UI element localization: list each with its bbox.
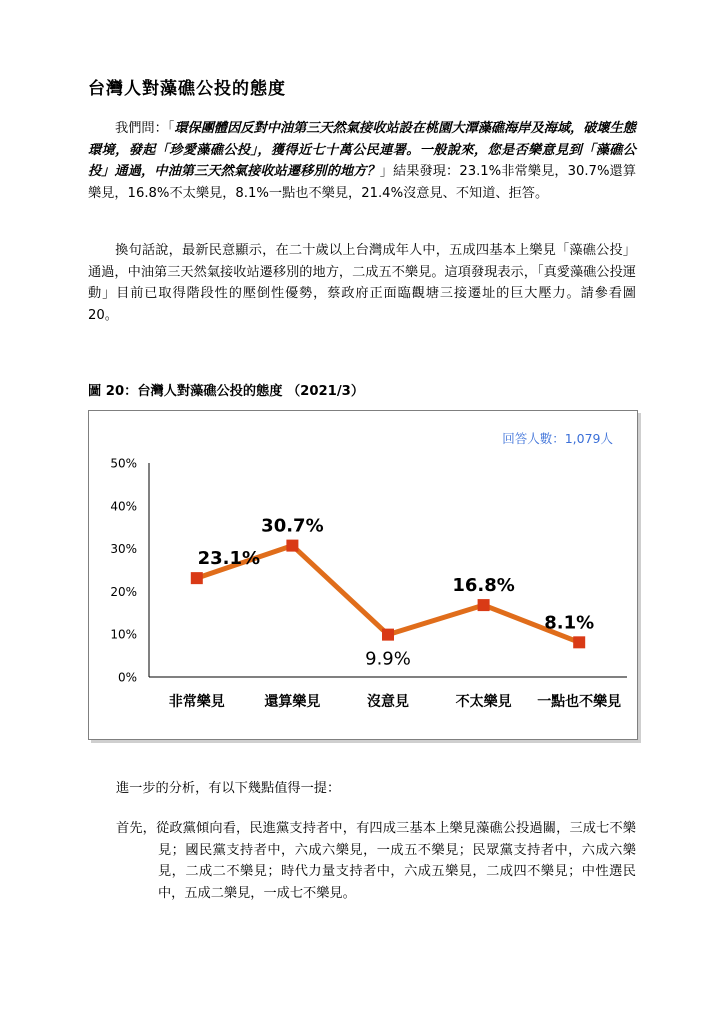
x-category-label: 非常樂見 — [168, 694, 225, 710]
question-lead: 我們問：「 — [115, 121, 175, 136]
data-point-marker — [573, 636, 585, 648]
paragraph-party-analysis — [88, 818, 636, 904]
data-value-label: 30.7% — [261, 515, 324, 537]
respondents-label: 回答人數：1,079人 — [502, 431, 613, 446]
y-tick-label: 50% — [110, 456, 137, 471]
y-tick-label: 10% — [110, 627, 137, 642]
page-title: 台灣人對藻礁公投的態度 — [88, 79, 286, 99]
data-value-label: 16.8% — [452, 575, 515, 597]
chart-container — [88, 410, 638, 740]
y-tick-label: 40% — [110, 499, 137, 514]
data-value-label: 8.1% — [544, 612, 595, 634]
summary-text: 換句話說，最新民意顯示，在二十歲以上台灣成年人中，五成四基本上樂見「藻礁公投」通過，中油第三天然氣接收站遷移別的地方，二成五不樂見。這項發現表示，「真愛藻礁公投運動」目前已取得階段性的壓倒性優勢，蔡政府正面臨觀塘三接遷址的巨大壓力。請參看圖 20。 — [88, 243, 636, 323]
data-value-label: 23.1% — [197, 548, 261, 570]
paragraph-summary — [88, 240, 636, 326]
x-category-label: 不太樂見 — [455, 694, 512, 710]
line-chart — [89, 411, 637, 739]
paragraph-analysis-intro: 進一步的分析，有以下幾點值得一提： — [116, 781, 341, 796]
data-point-marker — [286, 540, 298, 552]
survey-result: 」結果發現：23.1%非常樂見，30.7%還算樂見，16.8%不太樂見，8.1%一點也不樂見，21.4%沒意見、不知道、拒答。 — [88, 164, 637, 201]
x-category-label: 還算樂見 — [264, 694, 321, 710]
data-point-marker — [478, 599, 490, 611]
y-tick-label: 20% — [110, 584, 137, 599]
data-point-marker — [191, 572, 203, 584]
y-tick-label: 30% — [110, 542, 137, 557]
party-analysis-text: 首先，從政黨傾向看，民進黨支持者中，有四成三基本上樂見藻礁公投過關，三成七不樂見；國民黨支持者中，六成六樂見，一成五不樂見；民眾黨支持者中，六成六樂見，二成二不樂見；時代力量支持者中，六成五樂見，二成四不樂見；中性選民中，五成二樂見，一成七不樂見。 — [116, 821, 636, 901]
survey-question: 環保團體因反對中油第三天然氣接收站設在桃園大潭藻礁海岸及海域，破壞生態環境，發起「珍愛藻礁公投」，獲得近七十萬公民連署。一般說來，您是否樂意見到「藻礁公投」通過，中油第三天然氣接收站遷移別的地方？ — [88, 121, 636, 180]
figure-caption: 圖 20：台灣人對藻礁公投的態度 （2021/3） — [88, 384, 365, 399]
data-point-marker — [382, 629, 394, 641]
y-tick-label: 0% — [117, 670, 137, 685]
x-category-label: 一點也不樂見 — [537, 694, 622, 710]
x-category-label: 沒意見 — [367, 694, 409, 710]
data-value-label: 9.9% — [365, 648, 411, 670]
paragraph-question — [88, 118, 636, 204]
